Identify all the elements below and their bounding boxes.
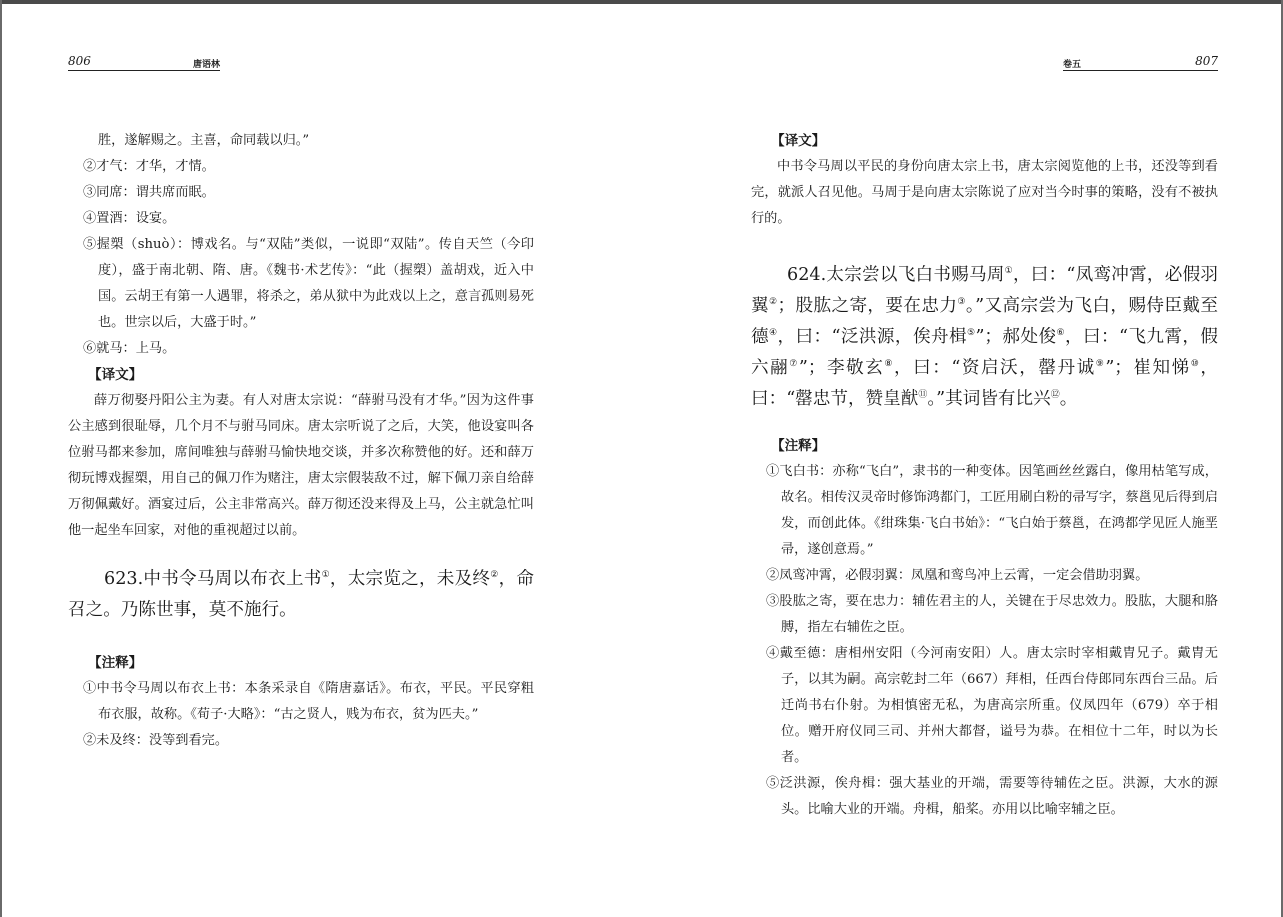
left-prev-note-6: ⑥就马：上马。 <box>83 341 176 356</box>
entry-624: 624.太宗尝以飞白书赐马周①，曰：“凤鸾冲霄，必假羽翼②；股肱之寄，要在忠力③。”又高宗尝为飞白，赐侍臣戴至德④，曰：“泛洪源，俟舟楫⑤”；郝处俊⑥，曰：“飞九霄，假六翮⑦”；李敬玄⑧，曰：“资启沃，罄丹诚⑨”；崔知悌⑩，曰：“罄忠节，赞皇猷⑪。”其词皆有比兴⑫。 <box>751 265 1219 409</box>
left-page-body <box>68 128 534 754</box>
left-notes-heading: 【注释】 <box>88 655 143 671</box>
left-translation-text: 薛万彻娶丹阳公主为妻。有人对唐太宗说：“薛驸马没有才华。”因为这件事公主感到很耻辱，几个月不与驸马同床。唐太宗听说了之后，大笑，他设宴叫各位驸马都来参加，席间唯独与薛驸马愉快地交谈，并多次称赞他的好。还和薛万彻玩博戏握槊，用自己的佩刀作为赌注，唐太宗假装敌不过，解下佩刀亲自给薛万彻佩戴好。酒宴过后，公主非常高兴。薛万彻还没来得及上马，公主就急忙叫他一起坐车回家，对他的重视超过以前。 <box>68 393 534 538</box>
left-prev-note-3: ③同席：谓共席而眠。 <box>83 185 215 200</box>
left-page-header <box>68 54 220 71</box>
entry-624-note-1: ①飞白书：亦称“飞白”，隶书的一种变体。因笔画丝丝露白，像用枯笔写成，故名。相传汉灵帝时修饰鸿都门，工匠用刷白粉的帚写字，蔡邕见后得到启发，而创此体。《绀珠集·飞白书始》：“飞白始于蔡邕，在鸿都学见匠人施垩帚，遂创意焉。” <box>766 464 1218 557</box>
right-page-number: 807 <box>1195 54 1218 68</box>
entry-624-note-5: ⑤泛洪源，俟舟楫：强大基业的开端，需要等待辅佐之臣。洪源，大水的源头。比喻大业的开端。舟楫，船桨。亦用以比喻宰辅之臣。 <box>766 776 1218 817</box>
viewer-left-border <box>0 0 2 917</box>
right-translation-text: 中书令马周以平民的身份向唐太宗上书，唐太宗阅览他的上书，还没等到看完，就派人召见他。马周于是向唐太宗陈说了应对当今时事的策略，没有不被执行的。 <box>751 159 1218 226</box>
right-page-header <box>1063 54 1218 71</box>
entry-623-note-2: ②未及终：没等到看完。 <box>83 733 229 748</box>
left-prev-note-2: ②才气：才华，才情。 <box>83 159 215 174</box>
viewer-top-border <box>0 0 1283 4</box>
left-prev-note-5: ⑤握槊（shuò）：博戏名。与“双陆”类似，一说即“双陆”。传自天竺（今印度），盛于南北朝、隋、唐。《魏书·术艺传》：“此（握槊）盖胡戏，近入中国。云胡王有第一人遇罪，将杀之，弟从狱中为此戏以上之，意言孤则易死也。世宗以后，大盛于时。” <box>83 237 534 330</box>
right-page-body <box>751 128 1218 823</box>
left-page-number: 806 <box>68 54 91 68</box>
note-continuation: 胜，遂解赐之。主喜，命同载以归。” <box>98 133 310 148</box>
entry-624-note-4: ④戴至德：唐相州安阳（今河南安阳）人。唐太宗时宰相戴胄兄子。戴胄无子，以其为嗣。高宗乾封二年（667）拜相，任西台侍郎同东西台三品。后迁尚书右仆射。为相慎密无私，为唐高宗所重。仪凤四年（679）卒于相位。赠开府仪同三司、并州大都督，谥号为恭。在相位十二年，时以为长者。 <box>766 646 1218 765</box>
left-prev-note-4: ④置酒：设宴。 <box>83 211 176 226</box>
right-notes-heading: 【注释】 <box>771 438 826 454</box>
entry-624-note-3: ③股肱之寄，要在忠力：辅佐君主的人，关键在于尽忠效力。股肱，大腿和胳膊，指左右辅佐之臣。 <box>766 594 1218 635</box>
entry-623-note-1: ①中书令马周以布衣上书：本条采录自《隋唐嘉话》。布衣，平民。平民穿粗布衣服，故称。《荀子·大略》：“古之贤人，贱为布衣，贫为匹夫。” <box>83 681 534 722</box>
entry-623: 623.中书令马周以布衣上书①，太宗览之，未及终②，命召之。乃陈世事，莫不施行。 <box>68 569 534 620</box>
right-running-title: 卷五 <box>1063 60 1082 70</box>
right-translation-heading: 【译文】 <box>771 133 826 149</box>
left-running-title: 唐语林 <box>192 60 220 70</box>
entry-624-note-2: ②凤鸾冲霄，必假羽翼：凤凰和鸾鸟冲上云霄，一定会借助羽翼。 <box>766 568 1149 583</box>
left-translation-heading: 【译文】 <box>88 367 143 383</box>
